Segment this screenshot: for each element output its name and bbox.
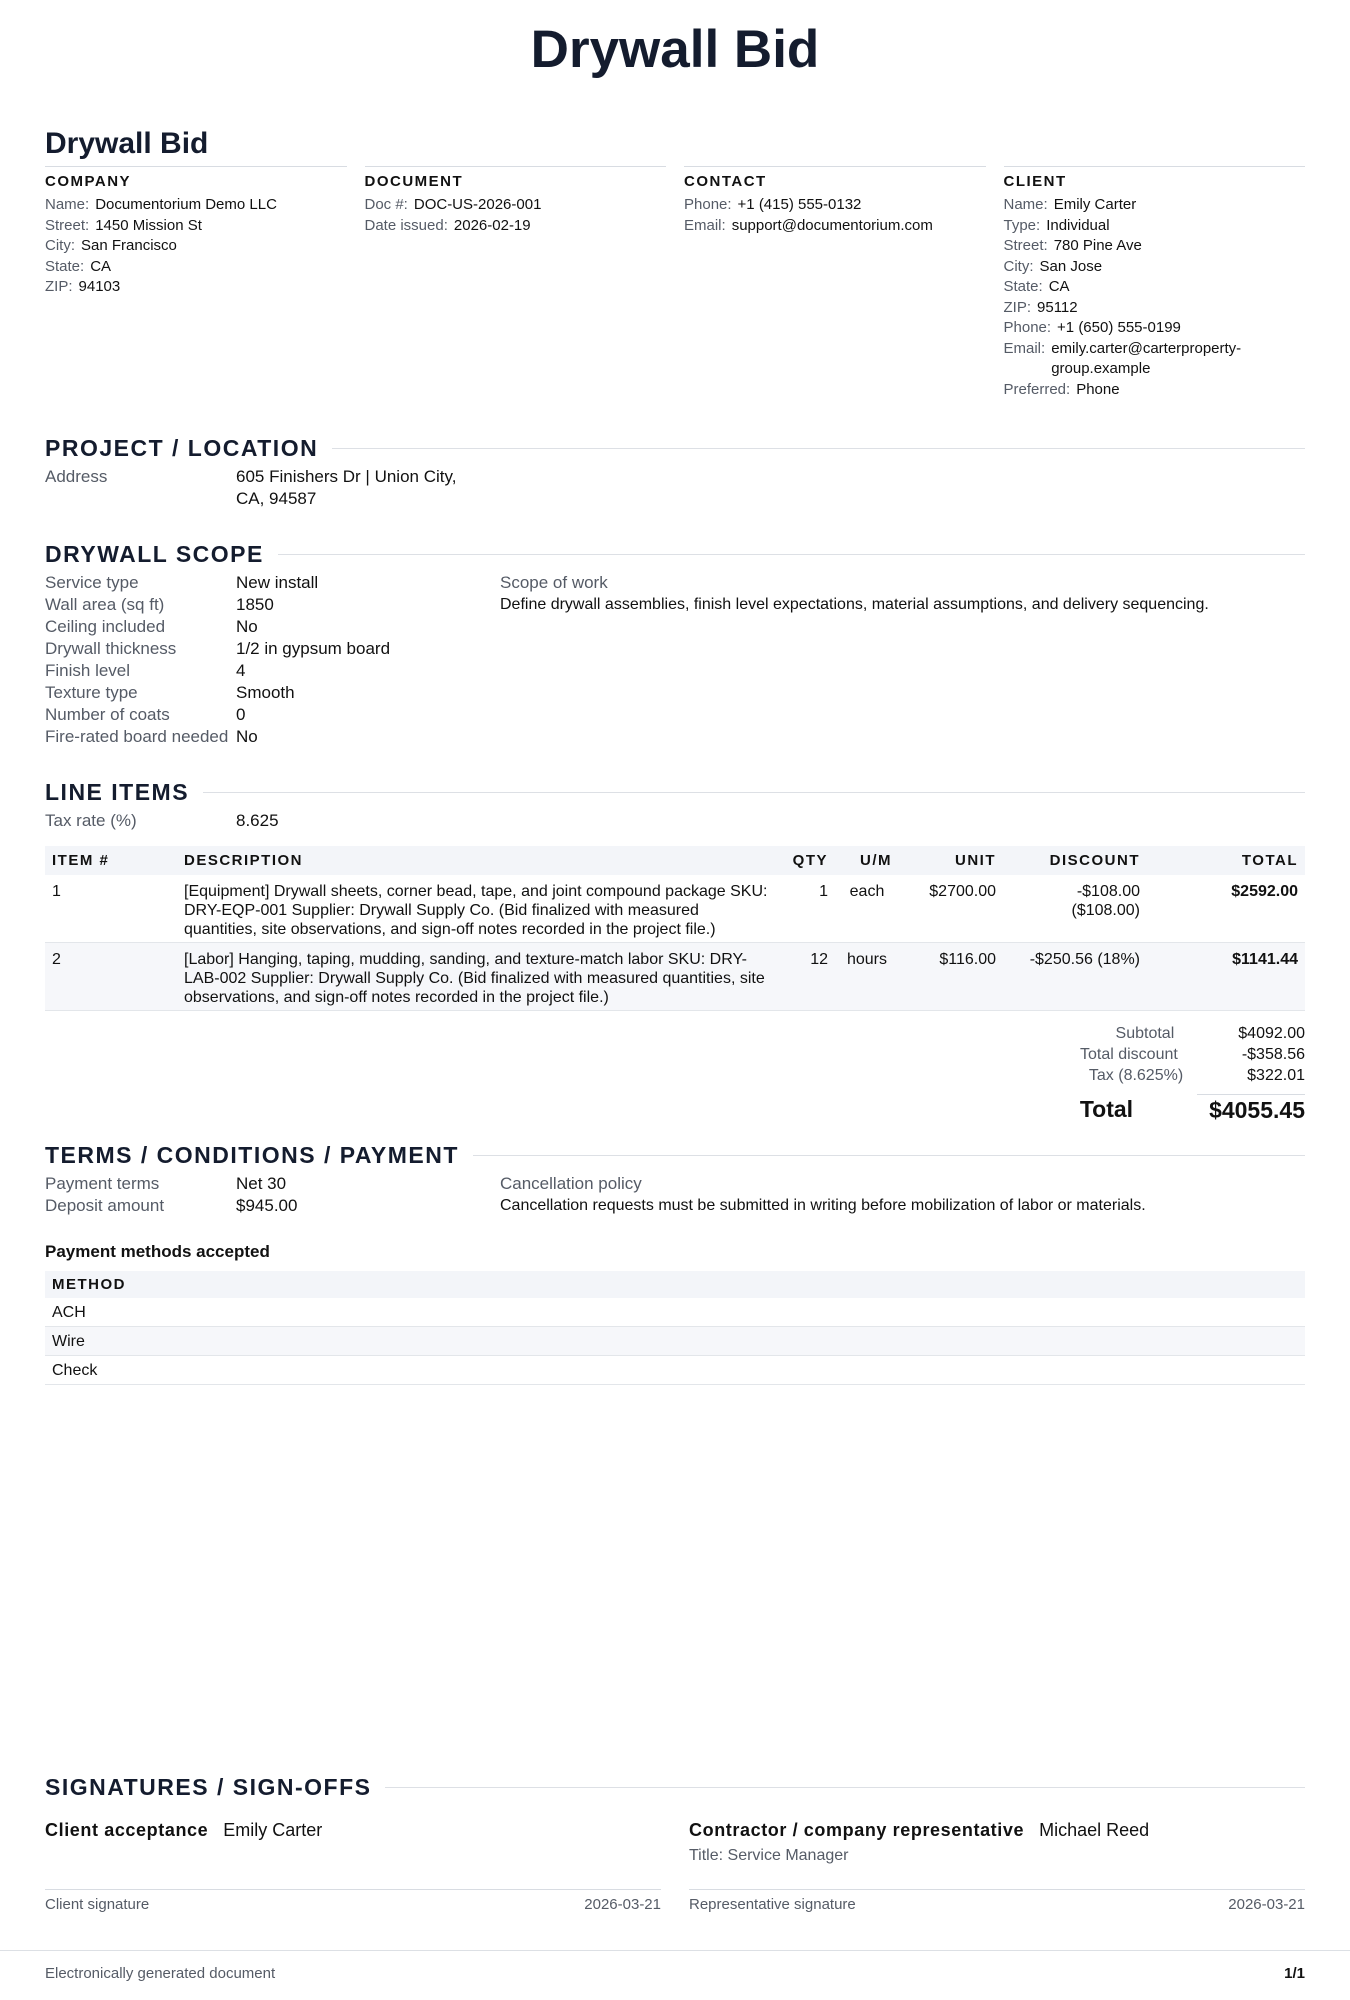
line-items-section	[45, 778, 1305, 1125]
col-um: U/M	[835, 846, 899, 875]
cell-unit: $116.00	[899, 943, 1003, 1011]
terms-field-label: Payment terms	[45, 1174, 160, 1193]
signatures-heading	[45, 1773, 1305, 1801]
signatures-section	[45, 1773, 1305, 1913]
client-field-label: Phone:	[1003, 319, 1052, 336]
client-field	[1004, 236, 1306, 257]
tax-value: $322.01	[1247, 1067, 1305, 1084]
client-field-label: ZIP:	[1003, 298, 1032, 316]
scope-field	[45, 572, 500, 594]
scope-field-label: Fire-rated board needed	[45, 727, 229, 746]
contractor-label: Contractor / company representative	[689, 1820, 1025, 1840]
scope-field-label: Service type	[45, 573, 139, 592]
line-items-heading-text: LINE ITEMS	[45, 779, 190, 805]
payment-methods-body	[45, 1298, 1305, 1385]
document-field	[365, 216, 667, 237]
terms-section	[45, 1141, 1305, 1385]
company-field-value: San Francisco	[81, 237, 177, 254]
project-heading	[45, 434, 1305, 462]
contractor-signer-name: Michael Reed	[1039, 1820, 1150, 1840]
client-field-label: Name:	[1003, 196, 1048, 213]
client-field-value: Emily Carter	[1053, 196, 1137, 213]
grand-total-row	[1015, 1094, 1305, 1125]
cell-description: [Labor] Hanging, taping, mudding, sanding, and texture-match labor SKU: DRY-LAB-002 Supplier: Drywall Supply Co. (Bid finalized with measured quantities, site observations, and sign-off notes recorded in the project file.)	[177, 943, 781, 1011]
discount-row	[1015, 1044, 1305, 1065]
document-block	[365, 166, 667, 400]
section-rule	[332, 448, 1305, 449]
col-discount: DISCOUNT	[1003, 846, 1147, 875]
scope-field-label: Drywall thickness	[45, 639, 177, 658]
company-field-label: Name:	[45, 196, 90, 213]
client-field	[1004, 339, 1306, 380]
terms-field-list	[45, 1173, 500, 1217]
client-field-value: San Jose	[1039, 257, 1103, 275]
contractor-signature-date: 2026-03-21	[1228, 1896, 1305, 1913]
company-field-label: City:	[45, 237, 75, 254]
document-fields	[365, 195, 667, 236]
cell-total: $2592.00	[1147, 875, 1305, 943]
tax-row	[1015, 1065, 1305, 1086]
company-field	[45, 195, 347, 216]
client-field-value: Phone	[1076, 380, 1120, 398]
client-field	[1004, 257, 1306, 278]
tax-rate-row	[45, 810, 1305, 832]
document-page	[45, 0, 1305, 1913]
table-row	[45, 1298, 1305, 1327]
client-field-value: 780 Pine Ave	[1053, 237, 1142, 254]
scope-heading-text: DRYWALL SCOPE	[45, 541, 264, 567]
payment-method-cell: Check	[45, 1356, 1305, 1385]
contractor-signature-label: Representative signature	[689, 1896, 856, 1913]
scope-field-label: Number of coats	[45, 705, 170, 724]
company-heading: COMPANY	[45, 173, 132, 190]
client-signer-name: Emily Carter	[223, 1820, 323, 1840]
discount-value: -$358.56	[1241, 1046, 1305, 1063]
totals-block	[1015, 1023, 1305, 1125]
scope-field	[45, 616, 500, 638]
contact-field-value: +1 (415) 555-0132	[737, 196, 862, 213]
project-heading-text: PROJECT / LOCATION	[45, 435, 319, 461]
document-heading: DOCUMENT	[364, 173, 464, 190]
company-block	[45, 166, 347, 400]
client-field	[1004, 195, 1306, 216]
scope-note	[500, 572, 1305, 748]
cancellation-text: Cancellation requests must be submitted in writing before mobilization of labor or materials.	[500, 1197, 1146, 1214]
client-signature-block	[45, 1819, 661, 1913]
client-field	[1004, 318, 1306, 339]
tax-label: Tax (8.625%)	[1088, 1067, 1184, 1084]
client-signature-date: 2026-03-21	[584, 1896, 661, 1913]
scope-note-text: Define drywall assemblies, finish level expectations, material assumptions, and delivery sequencing.	[500, 596, 1209, 613]
payment-methods-title: Payment methods accepted	[45, 1242, 270, 1261]
contact-field-label: Phone:	[684, 196, 732, 213]
company-field-value: 94103	[78, 278, 121, 295]
terms-field-label: Deposit amount	[45, 1196, 165, 1215]
cell-item: 1	[45, 875, 177, 943]
company-field	[45, 236, 347, 257]
cell-description: [Equipment] Drywall sheets, corner bead, tape, and joint compound package SKU: DRY-EQP-001 Supplier: Drywall Supply Co. (Bid finalized with measured quantities, site observations, and sign-off notes recorded in the project file.)	[177, 875, 781, 943]
tax-rate-value: 8.625	[236, 811, 279, 830]
table-row	[45, 875, 1305, 943]
cell-qty: 12	[781, 943, 835, 1011]
project-fields	[45, 466, 1305, 510]
cell-item: 2	[45, 943, 177, 1011]
contact-fields	[684, 195, 986, 236]
table-row	[45, 943, 1305, 1011]
client-field	[1004, 216, 1306, 237]
col-description: DESCRIPTION	[177, 846, 781, 875]
col-total: TOTAL	[1147, 846, 1305, 875]
cell-discount: -$108.00 ($108.00)	[1003, 875, 1147, 943]
payment-methods-table	[45, 1271, 1305, 1385]
contact-field	[684, 195, 986, 216]
contact-field-value: support@documentorium.com	[731, 216, 933, 234]
line-items-table	[45, 846, 1305, 1011]
client-field	[1004, 277, 1306, 298]
contractor-signature-line[interactable]	[689, 1889, 1305, 1913]
terms-fields	[45, 1173, 1305, 1217]
address-value: 605 Finishers Dr | Union City, CA, 94587	[236, 467, 457, 508]
scope-field-value: New install	[236, 573, 319, 592]
document-field-value: DOC-US-2026-001	[413, 196, 542, 213]
client-field-value: emily.carter@carterproperty-group.example	[1051, 339, 1242, 377]
client-acceptance-label: Client acceptance	[45, 1820, 209, 1840]
discount-label: Total discount	[1079, 1046, 1178, 1063]
payment-method-cell: ACH	[45, 1298, 1305, 1327]
project-address	[45, 466, 500, 510]
terms-heading-text: TERMS / CONDITIONS / PAYMENT	[45, 1142, 459, 1168]
cancellation-label: Cancellation policy	[500, 1174, 642, 1193]
grand-total-value: $4055.45	[1197, 1094, 1305, 1125]
project-section	[45, 434, 1305, 510]
col-qty: QTY	[781, 846, 835, 875]
section-rule	[278, 554, 1305, 555]
page-number: 1/1	[1284, 1965, 1305, 1982]
scope-field-label: Finish level	[45, 661, 131, 680]
terms-heading	[45, 1141, 1305, 1169]
scope-fields	[45, 572, 1305, 748]
contact-block	[684, 166, 986, 400]
scope-field-value: 1/2 in gypsum board	[236, 639, 391, 658]
terms-field	[45, 1195, 500, 1217]
contact-field-label: Email:	[684, 216, 726, 234]
line-items-header-row	[45, 846, 1305, 875]
scope-field	[45, 726, 500, 748]
scope-field-value: 4	[236, 661, 246, 680]
company-field-value: CA	[90, 257, 112, 275]
cell-um: each	[835, 875, 899, 943]
document-field	[365, 195, 667, 216]
section-rule	[203, 792, 1305, 793]
company-field	[45, 216, 347, 237]
client-field-label: City:	[1003, 257, 1034, 275]
cell-qty: 1	[781, 875, 835, 943]
scope-field-value: No	[236, 617, 258, 636]
info-grid	[45, 166, 1305, 400]
scope-field-label: Ceiling included	[45, 617, 166, 636]
footer-note: Electronically generated document	[45, 1965, 276, 1982]
client-field-label: Type:	[1003, 216, 1041, 234]
contractor-signature-block	[689, 1819, 1305, 1913]
contractor-title: Title: Service Manager	[689, 1847, 849, 1864]
company-field-label: Street:	[45, 216, 90, 234]
scope-field-value: Smooth	[236, 683, 295, 702]
client-signature-line[interactable]	[45, 1889, 661, 1913]
terms-field-value: Net 30	[236, 1174, 287, 1193]
client-fields	[1004, 195, 1306, 400]
client-field-label: State:	[1003, 278, 1043, 295]
company-field-label: ZIP:	[45, 278, 73, 295]
section-rule	[385, 1787, 1305, 1788]
col-method: METHOD	[45, 1271, 1305, 1298]
scope-note-label: Scope of work	[500, 573, 608, 592]
client-block	[1004, 166, 1306, 400]
scope-field	[45, 682, 500, 704]
col-unit: UNIT	[899, 846, 1003, 875]
scope-field-value: 1850	[236, 595, 274, 614]
signature-grid	[45, 1819, 1305, 1913]
document-field-label: Date issued:	[364, 216, 448, 234]
scope-field-value: 0	[236, 705, 246, 724]
cell-um: hours	[835, 943, 899, 1011]
table-row	[45, 1327, 1305, 1356]
client-field-label: Preferred:	[1003, 380, 1071, 398]
document-subtitle: Drywall Bid	[45, 127, 209, 160]
company-field-value: Documentorium Demo LLC	[95, 196, 277, 213]
payment-method-cell: Wire	[45, 1327, 1305, 1356]
client-field-value: CA	[1048, 278, 1070, 295]
cell-discount: -$250.56 (18%)	[1003, 943, 1147, 1011]
line-items-body	[45, 875, 1305, 1011]
document-field-label: Doc #:	[364, 196, 408, 213]
address-label: Address	[45, 467, 108, 486]
client-field	[1004, 380, 1306, 401]
scope-heading	[45, 540, 1305, 568]
subtotal-label: Subtotal	[1115, 1025, 1175, 1042]
terms-field	[45, 1173, 500, 1195]
cell-total: $1141.44	[1147, 943, 1305, 1011]
contact-heading: CONTACT	[684, 173, 767, 190]
page-footer	[0, 1950, 1350, 1982]
table-row	[45, 1356, 1305, 1385]
grand-total-label: Total	[1079, 1096, 1134, 1122]
document-field-value: 2026-02-19	[453, 216, 531, 234]
client-field-value: +1 (650) 555-0199	[1057, 319, 1181, 336]
scope-field-label: Wall area (sq ft)	[45, 595, 165, 614]
signatures-heading-text: SIGNATURES / SIGN-OFFS	[45, 1774, 372, 1800]
scope-field-label: Texture type	[45, 683, 138, 702]
subtotal-value: $4092.00	[1238, 1025, 1305, 1042]
company-fields	[45, 195, 347, 298]
subtotal-row	[1015, 1023, 1305, 1044]
client-field-value: 95112	[1037, 298, 1078, 316]
cancellation-note	[500, 1173, 1305, 1217]
terms-field-value: $945.00	[236, 1196, 298, 1215]
client-field	[1004, 298, 1306, 319]
scope-field	[45, 594, 500, 616]
scope-field	[45, 638, 500, 660]
document-title: Drywall Bid	[530, 20, 820, 79]
client-field-value: Individual	[1046, 216, 1110, 234]
scope-field	[45, 660, 500, 682]
section-rule	[473, 1155, 1305, 1156]
client-field-label: Street:	[1003, 237, 1048, 254]
company-field	[45, 257, 347, 278]
cell-unit: $2700.00	[899, 875, 1003, 943]
col-item: ITEM #	[45, 846, 177, 875]
company-field-label: State:	[45, 257, 85, 275]
scope-field	[45, 704, 500, 726]
client-field-label: Email:	[1003, 339, 1046, 357]
company-field	[45, 277, 347, 298]
scope-field-value: No	[236, 727, 258, 746]
contact-field	[684, 216, 986, 237]
line-items-heading	[45, 778, 1305, 806]
scope-field-list	[45, 572, 500, 748]
company-field-value: 1450 Mission St	[95, 216, 202, 234]
client-heading: CLIENT	[1003, 173, 1067, 190]
tax-rate-label: Tax rate (%)	[45, 811, 137, 830]
client-signature-label: Client signature	[45, 1896, 150, 1913]
scope-section	[45, 540, 1305, 748]
